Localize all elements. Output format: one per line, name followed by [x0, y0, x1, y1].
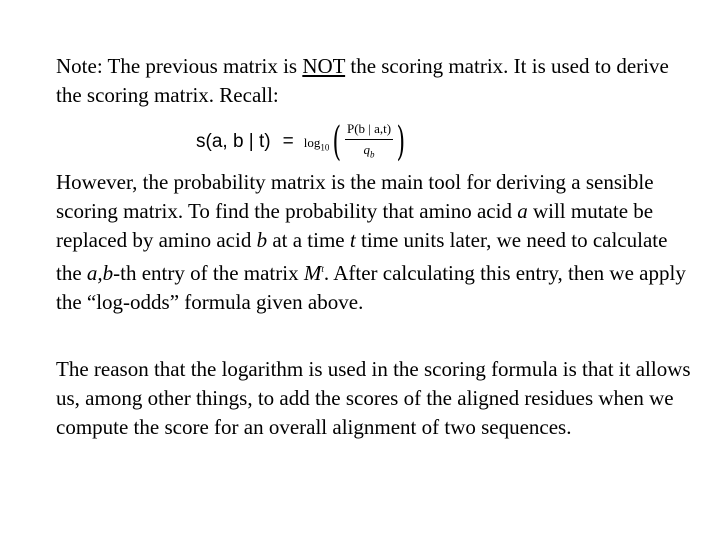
however-paragraph [56, 168, 696, 317]
note-text-before: Note: The previous matrix is [56, 54, 303, 78]
formula-log-base: 10 [320, 142, 330, 153]
however-var-ab: a,b [86, 261, 114, 285]
reason-paragraph: The reason that the logarithm is used in the scoring formula is that it allows us, among other things, to add the scores of the aligned residues when we compute the score for an overall alignment of two sequences. [56, 357, 691, 439]
formula-denominator-var: q [363, 142, 371, 158]
note-not-underlined: NOT [302, 54, 346, 78]
formula-denominator [364, 140, 375, 163]
note-paragraph [56, 52, 696, 110]
formula-log [304, 135, 330, 153]
formula-fraction [345, 121, 393, 163]
however-text-1: However, the probability matrix is the main tool for deriving a sensible scoring matrix. To find the probability that amino acid [56, 170, 654, 223]
formula-log-word: log [303, 135, 321, 151]
however-var-m: M [303, 261, 322, 285]
however-var-t: t [349, 228, 356, 252]
however-text-4: time units later, we need to calculate the [56, 228, 668, 285]
however-var-m-sup: t [321, 264, 324, 274]
formula-denominator-sub: b [370, 149, 375, 160]
note-text-after: the scoring matrix. It is used to derive the scoring matrix. Recall: [56, 54, 669, 107]
formula-left-paren: ( [332, 119, 342, 165]
however-var-b: b [256, 228, 268, 252]
however-var-a: a [517, 199, 528, 223]
however-text-6: . After calculating this entry, then we apply the “log-odds” formula given above. [56, 261, 686, 314]
however-matrix-mt [304, 261, 324, 285]
however-text-5: -th entry of the matrix [113, 261, 304, 285]
formula-lhs: s(a, b | t) [196, 131, 271, 152]
formula-numerator: P(b | a,t) [345, 121, 393, 140]
formula-right-paren: ) [396, 119, 406, 165]
log-odds-formula [196, 117, 409, 167]
however-text-3: at a time [267, 228, 350, 252]
however-text-2: will mutate be replaced by amino acid [56, 199, 654, 252]
formula-equals: = [282, 131, 294, 152]
